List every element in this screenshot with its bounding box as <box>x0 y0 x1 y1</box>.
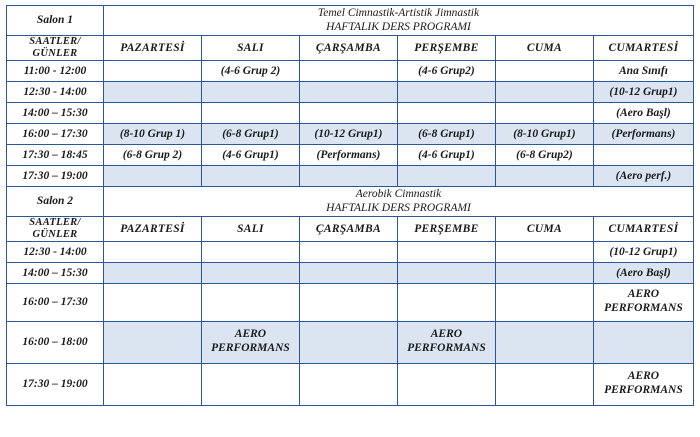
cell-monday <box>103 102 201 123</box>
table-row <box>7 60 694 81</box>
cell-friday: (8-10 Grup1) <box>495 123 593 144</box>
section-1-title-row <box>7 6 694 36</box>
cell-thursday <box>397 165 495 186</box>
table-row <box>7 363 694 405</box>
cell-friday <box>495 321 593 363</box>
cell-thursday <box>397 241 495 262</box>
cell-thursday: AERO PERFORMANS <box>397 321 495 363</box>
cell-tuesday: AERO PERFORMANS <box>201 321 299 363</box>
cell-friday <box>495 102 593 123</box>
cell-wednesday: (10-12 Grup1) <box>299 123 397 144</box>
section-1-header-time-line1: SAATLER/ <box>29 35 81 47</box>
table-row <box>7 81 694 102</box>
section-1-header-wednesday: ÇARŞAMBA <box>299 35 397 60</box>
cell-monday <box>103 241 201 262</box>
section-1-title <box>103 6 693 36</box>
section-1-title-line2: HAFTALIK DERS PROGRAMI <box>326 21 471 34</box>
cell-wednesday <box>299 363 397 405</box>
section-1-header-thursday: PERŞEMBE <box>397 35 495 60</box>
table-row <box>7 144 694 165</box>
section-1-header-monday: PAZARTESİ <box>103 35 201 60</box>
cell-tuesday: (6-8 Grup1) <box>201 123 299 144</box>
cell-wednesday <box>299 241 397 262</box>
section-2-header-thursday: PERŞEMBE <box>397 216 495 241</box>
time-label: 17:30 – 19:00 <box>7 165 104 186</box>
cell-saturday: (Aero Başl) <box>593 262 693 283</box>
time-label: 11:00 - 12:00 <box>7 60 104 81</box>
cell-tuesday <box>201 262 299 283</box>
section-2-header-friday: CUMA <box>495 216 593 241</box>
table-row <box>7 165 694 186</box>
cell-friday <box>495 241 593 262</box>
cell-monday <box>103 81 201 102</box>
cell-saturday: (10-12 Grup1) <box>593 241 693 262</box>
cell-thursday: (4-6 Grup2) <box>397 60 495 81</box>
cell-tuesday <box>201 165 299 186</box>
cell-saturday: AERO PERFORMANS <box>593 283 693 321</box>
table-row <box>7 283 694 321</box>
section-2-title <box>103 186 693 216</box>
table-row <box>7 123 694 144</box>
table-row <box>7 102 694 123</box>
cell-wednesday <box>299 81 397 102</box>
cell-friday <box>495 363 593 405</box>
cell-friday <box>495 262 593 283</box>
section-1-header-row <box>7 35 694 60</box>
time-label: 12:30 - 14:00 <box>7 241 104 262</box>
time-label: 16:00 – 17:30 <box>7 283 104 321</box>
cell-saturday: (10-12 Grup1) <box>593 81 693 102</box>
schedule-table <box>6 5 694 406</box>
cell-monday <box>103 321 201 363</box>
cell-wednesday <box>299 321 397 363</box>
time-label: 14:00 – 15:30 <box>7 102 104 123</box>
time-label: 17:30 – 18:45 <box>7 144 104 165</box>
section-2-header-time <box>7 216 104 241</box>
section-1-header-time <box>7 35 104 60</box>
cell-monday <box>103 363 201 405</box>
cell-friday <box>495 81 593 102</box>
section-2-header-tuesday: SALI <box>201 216 299 241</box>
cell-thursday <box>397 262 495 283</box>
section-1-header-tuesday: SALI <box>201 35 299 60</box>
cell-tuesday: (4-6 Grup 2) <box>201 60 299 81</box>
cell-wednesday <box>299 102 397 123</box>
section-2-title-line1: Aerobik Cimnastik <box>355 187 442 200</box>
cell-wednesday <box>299 60 397 81</box>
time-label: 12:30 - 14:00 <box>7 81 104 102</box>
table-row <box>7 321 694 363</box>
section-1-salon-label: Salon 1 <box>7 6 104 36</box>
cell-wednesday <box>299 262 397 283</box>
cell-friday <box>495 283 593 321</box>
cell-friday <box>495 60 593 81</box>
cell-tuesday: (4-6 Grup1) <box>201 144 299 165</box>
section-2-header-time-line1: SAATLER/ <box>29 216 81 228</box>
cell-friday: (6-8 Grup2) <box>495 144 593 165</box>
cell-monday <box>103 262 201 283</box>
cell-wednesday <box>299 283 397 321</box>
section-2-header-saturday: CUMARTESİ <box>593 216 693 241</box>
cell-saturday <box>593 321 693 363</box>
cell-thursday <box>397 363 495 405</box>
cell-monday: (6-8 Grup 2) <box>103 144 201 165</box>
time-label: 17:30 – 19:00 <box>7 363 104 405</box>
cell-wednesday: (Performans) <box>299 144 397 165</box>
cell-tuesday <box>201 363 299 405</box>
table-row <box>7 262 694 283</box>
cell-monday: (8-10 Grup 1) <box>103 123 201 144</box>
section-2-header-row <box>7 216 694 241</box>
cell-saturday: Ana Sınıfı <box>593 60 693 81</box>
section-1-title-line1: Temel Cimnastik-Artistik Jimnastik <box>317 7 480 19</box>
section-2-header-wednesday: ÇARŞAMBA <box>299 216 397 241</box>
cell-thursday: (6-8 Grup1) <box>397 123 495 144</box>
cell-thursday <box>397 102 495 123</box>
cell-saturday: (Aero Başl) <box>593 102 693 123</box>
cell-tuesday <box>201 81 299 102</box>
cell-monday <box>103 165 201 186</box>
cell-saturday: (Aero perf.) <box>593 165 693 186</box>
section-1-header-saturday: CUMARTESİ <box>593 35 693 60</box>
cell-thursday <box>397 81 495 102</box>
cell-saturday: (Performans) <box>593 123 693 144</box>
cell-friday <box>495 165 593 186</box>
cell-saturday <box>593 144 693 165</box>
cell-tuesday <box>201 241 299 262</box>
section-2-salon-label: Salon 2 <box>7 186 104 216</box>
time-label: 16:00 – 17:30 <box>7 123 104 144</box>
cell-saturday: AERO PERFORMANS <box>593 363 693 405</box>
time-label: 14:00 – 15:30 <box>7 262 104 283</box>
cell-thursday: (4-6 Grup1) <box>397 144 495 165</box>
cell-thursday <box>397 283 495 321</box>
section-2-header-time-line2: GÜNLER <box>32 228 78 240</box>
section-2-title-row <box>7 186 694 216</box>
section-1-header-time-line2: GÜNLER <box>32 47 78 59</box>
section-1-header-friday: CUMA <box>495 35 593 60</box>
time-label: 16:00 – 18:00 <box>7 321 104 363</box>
cell-tuesday <box>201 283 299 321</box>
cell-wednesday <box>299 165 397 186</box>
cell-tuesday <box>201 102 299 123</box>
table-row <box>7 241 694 262</box>
section-2-header-monday: PAZARTESİ <box>103 216 201 241</box>
cell-monday <box>103 283 201 321</box>
section-2-title-line2: HAFTALIK DERS PROGRAMI <box>326 202 471 215</box>
cell-monday <box>103 60 201 81</box>
